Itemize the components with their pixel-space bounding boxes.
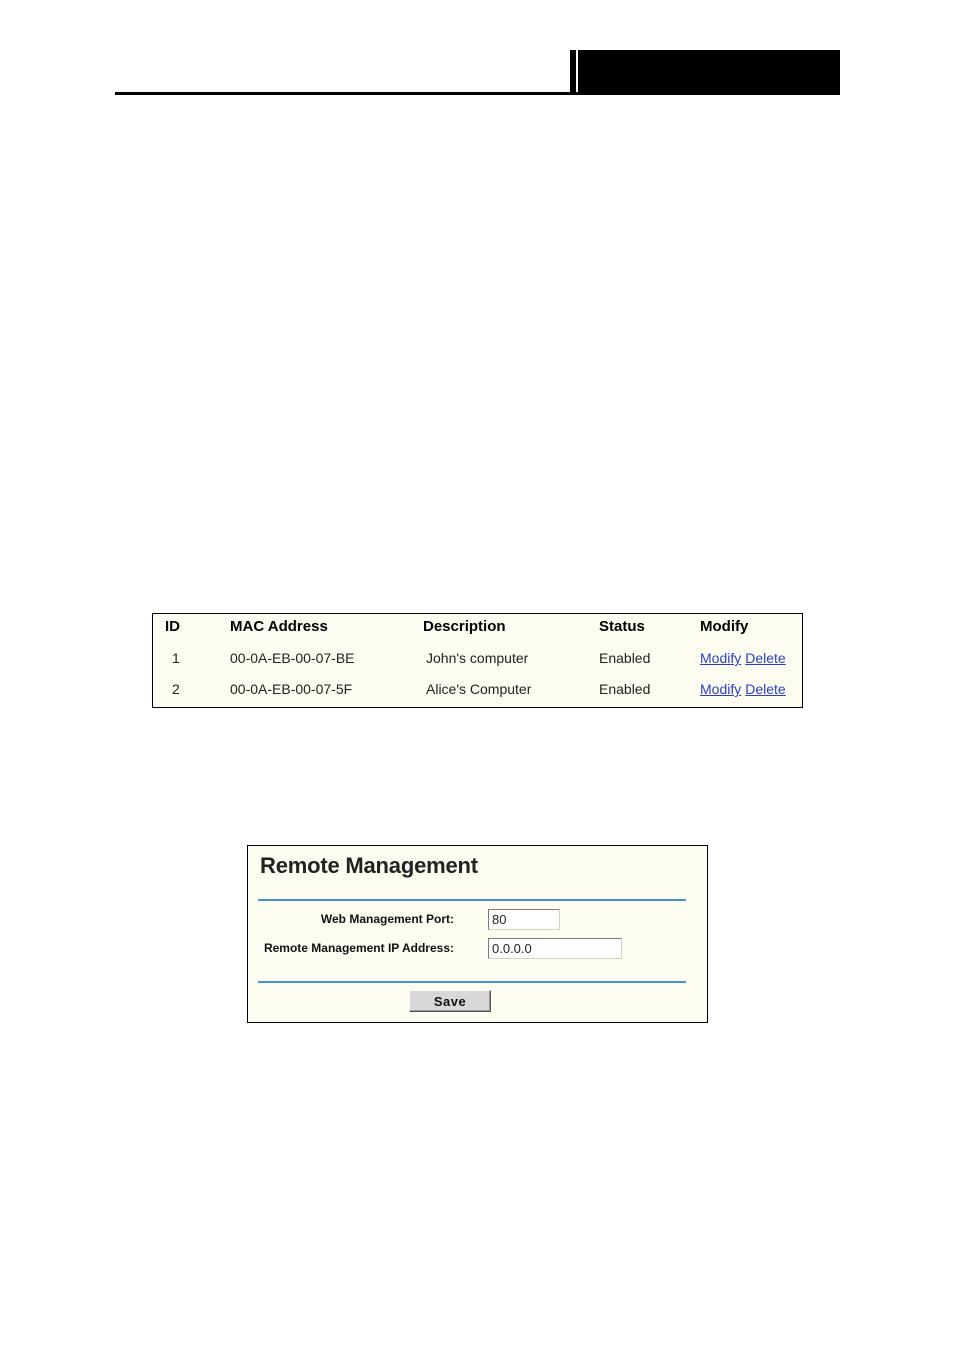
web-management-port-label: Web Management Port: (320, 912, 454, 926)
row-1-actions (700, 650, 786, 666)
header-rule (115, 92, 840, 95)
header-notch (576, 50, 578, 95)
remote-management-ip-input[interactable] (488, 938, 622, 959)
divider-bottom (258, 981, 686, 983)
web-management-port-input[interactable] (488, 909, 560, 930)
remote-management-panel (247, 845, 708, 1023)
row-2-actions (700, 681, 786, 697)
row-2-delete-link[interactable]: Delete (745, 681, 786, 697)
column-header-id: ID (165, 618, 180, 635)
row-1-description: John's computer (426, 650, 529, 666)
row-2-id: 2 (172, 681, 180, 697)
column-header-status: Status (599, 618, 645, 635)
column-header-description: Description (423, 618, 506, 635)
row-2-status: Enabled (599, 681, 651, 697)
save-button[interactable]: Save (409, 990, 491, 1012)
divider-top (258, 899, 686, 901)
header-block (570, 50, 840, 95)
column-header-modify: Modify (700, 618, 749, 635)
row-1-delete-link[interactable]: Delete (745, 650, 786, 666)
row-1-mac-address: 00-0A-EB-00-07-BE (230, 650, 355, 666)
row-1-status: Enabled (599, 650, 651, 666)
column-header-mac-address: MAC Address (230, 618, 328, 635)
panel-title: Remote Management (260, 853, 478, 878)
row-1-modify-link[interactable]: Modify (700, 650, 742, 666)
row-1-id: 1 (172, 650, 180, 666)
row-2-mac-address: 00-0A-EB-00-07-5F (230, 681, 353, 697)
row-2-modify-link[interactable]: Modify (700, 681, 742, 697)
mac-address-table (152, 613, 803, 708)
remote-management-ip-label: Remote Management IP Address: (263, 941, 454, 955)
row-2-description: Alice's Computer (426, 681, 532, 697)
